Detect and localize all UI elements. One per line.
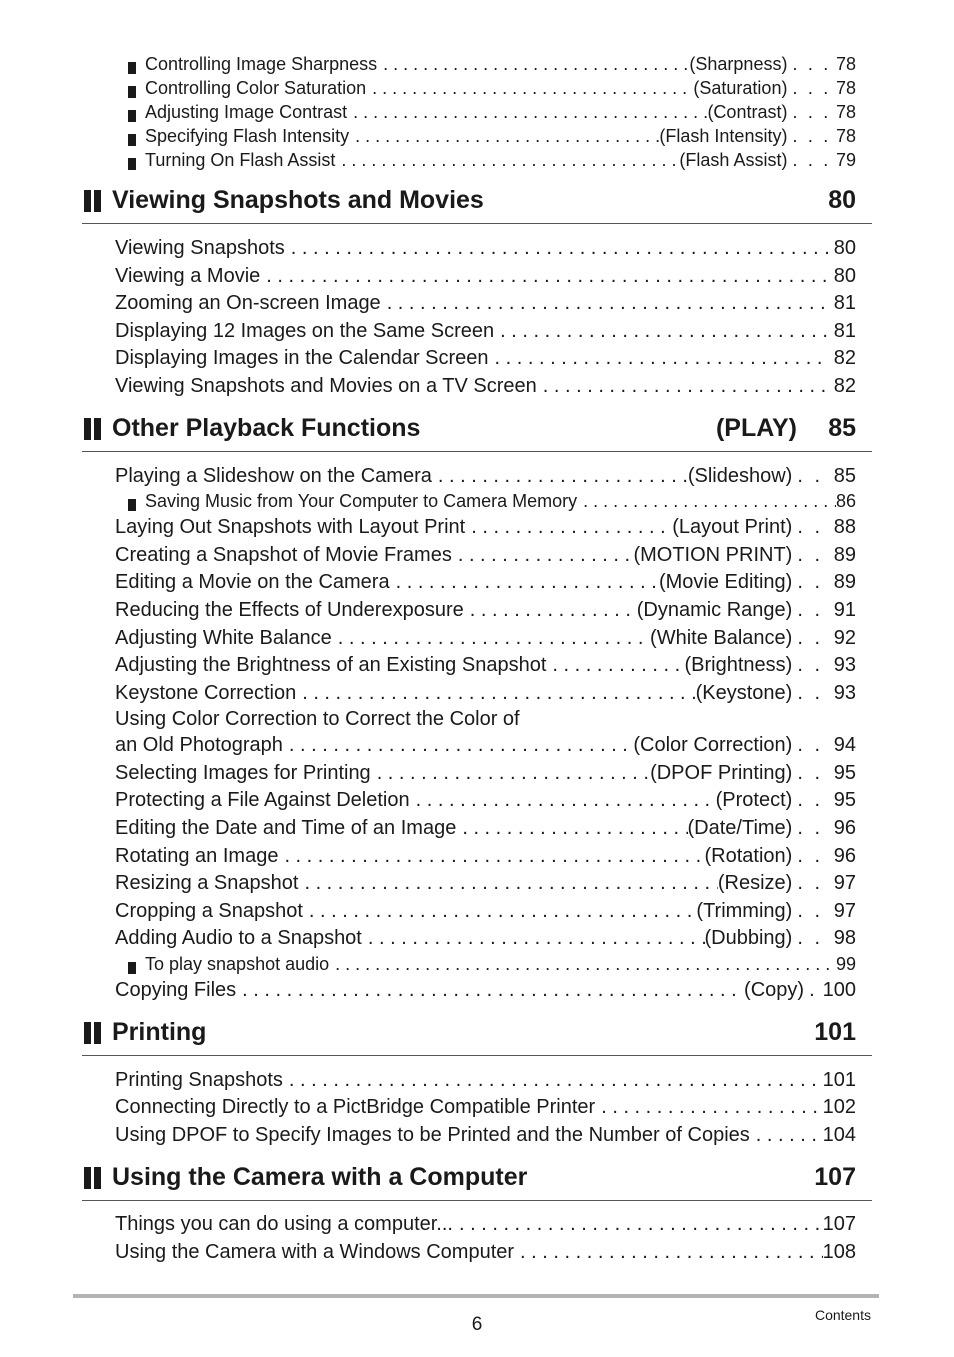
toc-entry[interactable]: Adjusting White Balance . . . (White Balance) . . 92 — [115, 627, 856, 653]
section-heading-printing[interactable]: Printing 101 — [82, 1021, 872, 1056]
section-bars-icon — [82, 418, 104, 440]
toc-subentry[interactable]: Adjusting Image Contrast . . . (Contrast) . . . 78 — [128, 102, 856, 125]
toc-entry[interactable]: Keystone Correction . . . (Keystone) . . 93 — [115, 682, 856, 708]
toc-entry[interactable]: Using DPOF to Specify Images to be Printed and the Number of Copies . . . 104 — [115, 1124, 856, 1150]
toc-entry[interactable]: Zooming an On-screen Image . . . 81 — [115, 292, 856, 318]
toc-entry[interactable]: Displaying Images in the Calendar Screen . . . 82 — [115, 347, 856, 373]
footer-divider — [73, 1294, 879, 1298]
toc-entry[interactable]: Playing a Slideshow on the Camera . . . (Slideshow) . . 85 — [115, 465, 856, 491]
section-bars-icon — [82, 1022, 104, 1044]
toc-subentry[interactable]: Controlling Color Saturation . . . (Saturation) . . . 78 — [128, 78, 856, 101]
section-heading-playback[interactable]: Other Playback Functions (PLAY) 85 — [82, 417, 872, 452]
toc-entry-line1: Using Color Correction to Correct the Color of — [115, 708, 520, 730]
toc-entry[interactable]: Cropping a Snapshot . . . (Trimming) . . 97 — [115, 900, 856, 926]
toc-entry[interactable]: Reducing the Effects of Underexposure . . . (Dynamic Range) . . 91 — [115, 599, 856, 625]
toc-entry[interactable]: Laying Out Snapshots with Layout Print . . . (Layout Print) . . 88 — [115, 516, 856, 542]
toc-entry[interactable]: Rotating an Image . . . (Rotation) . . 96 — [115, 845, 856, 871]
section-heading-viewing[interactable]: Viewing Snapshots and Movies 80 — [82, 189, 872, 224]
toc-entry[interactable]: Creating a Snapshot of Movie Frames . . . (MOTION PRINT) . . 89 — [115, 544, 856, 570]
square-bullet-icon — [128, 158, 136, 170]
toc-entry[interactable]: Editing the Date and Time of an Image . . . (Date/Time) . . 96 — [115, 817, 856, 843]
toc-entry[interactable]: an Old Photograph . . . (Color Correction) . . 94 — [115, 734, 856, 760]
toc-entry[interactable]: Selecting Images for Printing . . . (DPOF Printing) . . 95 — [115, 762, 856, 788]
toc-entry[interactable]: Connecting Directly to a PictBridge Compatible Printer . . . 102 — [115, 1096, 856, 1122]
section-bars-icon — [82, 1167, 104, 1189]
toc-subentry[interactable]: To play snapshot audio . . . 99 — [128, 954, 856, 977]
toc-entry[interactable]: Things you can do using a computer... . . . 107 — [115, 1213, 856, 1239]
toc-entry[interactable]: Resizing a Snapshot . . . (Resize) . . 97 — [115, 872, 856, 898]
toc-entry[interactable]: Printing Snapshots . . . 101 — [115, 1069, 856, 1095]
square-bullet-icon — [128, 86, 136, 98]
square-bullet-icon — [128, 110, 136, 122]
toc-subentry[interactable]: Saving Music from Your Computer to Camera Memory . . . 86 — [128, 491, 856, 514]
square-bullet-icon — [128, 62, 136, 74]
toc-subentry[interactable]: Controlling Image Sharpness . . . (Sharpness) . . . 78 — [128, 54, 856, 77]
toc-entry[interactable]: Viewing Snapshots . . . 80 — [115, 237, 856, 263]
page-number: 6 — [471, 1314, 483, 1335]
toc-subentry[interactable]: Specifying Flash Intensity . . . (Flash Intensity) . . . 78 — [128, 126, 856, 149]
square-bullet-icon — [128, 499, 136, 511]
toc-entry[interactable]: Viewing a Movie . . . 80 — [115, 265, 856, 291]
toc-entry[interactable]: Copying Files . . . (Copy) . 100 — [115, 979, 856, 1005]
toc-entry[interactable]: Protecting a File Against Deletion . . . (Protect) . . 95 — [115, 789, 856, 815]
toc-entry[interactable]: Viewing Snapshots and Movies on a TV Screen . . . 82 — [115, 375, 856, 401]
section-bars-icon — [82, 190, 104, 212]
section-heading-computer[interactable]: Using the Camera with a Computer 107 — [82, 1166, 872, 1201]
footer-section-label: Contents — [814, 1307, 871, 1323]
toc-entry[interactable]: Editing a Movie on the Camera . . . (Movie Editing) . . 89 — [115, 571, 856, 597]
toc-subentry[interactable]: Turning On Flash Assist . . . (Flash Assist) . . . 79 — [128, 150, 856, 173]
toc-entry[interactable]: Using the Camera with a Windows Computer . . . 108 — [115, 1241, 856, 1267]
toc-entry[interactable]: Displaying 12 Images on the Same Screen . . . 81 — [115, 320, 856, 346]
square-bullet-icon — [128, 962, 136, 974]
toc-entry[interactable]: Adjusting the Brightness of an Existing Snapshot . . . (Brightness) . . 93 — [115, 654, 856, 680]
toc-entry[interactable]: Adding Audio to a Snapshot . . . (Dubbing) . . 98 — [115, 927, 856, 953]
square-bullet-icon — [128, 134, 136, 146]
